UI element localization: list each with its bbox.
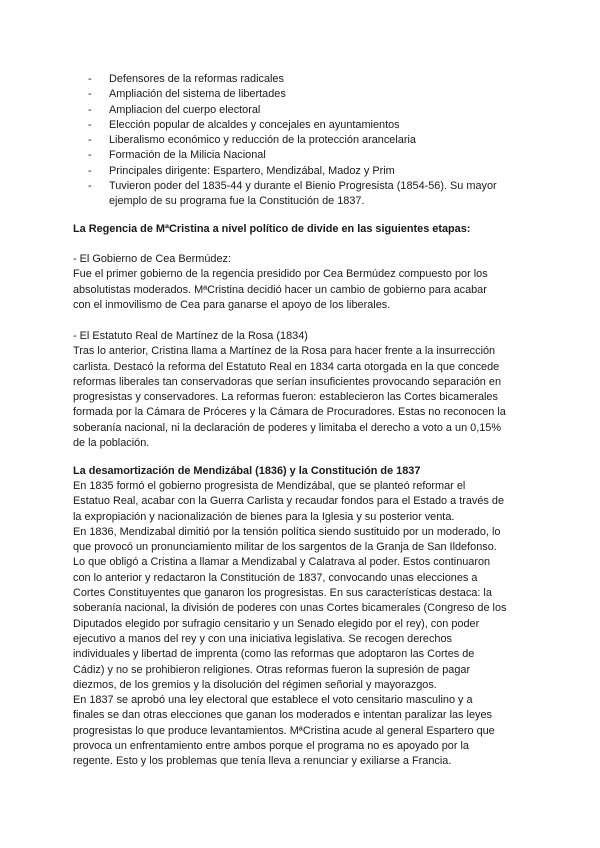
paragraph-line: Lo que obligó a Cristina a llamar a Mendizabal y Calatrava al poder. Estos continuaron: [73, 556, 491, 569]
bullet-dash: -: [88, 103, 92, 116]
paragraph-line: Diputados elegido por sufragio censitario y un Senado elegido por el rey), con poder: [73, 617, 480, 630]
section-heading-regencia: La Regencia de MªCristina a nivel político de divide en las siguientes etapas:: [73, 223, 471, 235]
bullet-item: [88, 72, 528, 87]
section-heading-desamortizacion: La desamortización de Mendizábal (1836) y la Constitución de 1837: [73, 465, 421, 477]
bullet-text: Liberalismo económico y reducción de la protección arancelaria: [109, 134, 416, 147]
paragraph-line: carlista. Destacó la reforma del Estatuto Real en 1834 carta otorgada en la que concede: [73, 360, 500, 373]
bullet-item: [88, 148, 528, 163]
paragraph-desamortizacion: [73, 479, 531, 770]
bullet-dash: -: [88, 164, 92, 177]
paragraph-line: progresistas lo que produce levantamientos. MªCristina acude al general Espartero que: [73, 724, 495, 737]
paragraph-line: absolutistas moderados. MªCristina decidió hacer un cambio de gobierno para acabar: [73, 283, 487, 296]
paragraph-line: diezmos, de los gremios y la disolución del régimen señorial y mayorazgos.: [73, 678, 437, 691]
paragraph-line: con lo anterior y redactaron la Constitución de 1837, convocando unas elecciones a: [73, 571, 478, 584]
bullet-text: Elección popular de alcaldes y concejales en ayuntamientos: [109, 118, 400, 131]
paragraph-line: de la población.: [73, 437, 150, 450]
paragraph-line: provoca un enfrentamiento entre ambos porque el programa no es apoyado por la: [73, 740, 469, 753]
bullet-text: Ampliación del sistema de libertades: [109, 88, 286, 101]
paragraph-cea-bermudez: [73, 252, 531, 313]
paragraph-line: regente. Esto y los problemas que tenía lleva a renunciar y exiliarse a Francia.: [73, 755, 452, 768]
bullet-dash: -: [88, 180, 92, 193]
paragraph-line: progresistas y conservadores. La reformas fueron: establecieron las Cortes bicamerales: [73, 391, 498, 404]
paragraph-line: con el inmovilismo de Cea para ganarse el apoyo de los liberales.: [73, 298, 391, 311]
paragraph-line: que provocó un pronunciamiento militar de los sargentos de la Granja de San Ildefonso.: [73, 541, 497, 554]
bullet-text: Tuvieron poder del 1835-44 y durante el Bienio Progresista (1854-56). Su mayor ejemplo de su programa fue la Constitución de 1837.: [109, 180, 497, 208]
paragraph-line: Tras lo anterior, Cristina llama a Martínez de la Rosa para hacer frente a la insurrección: [73, 345, 496, 358]
bullet-item: [88, 179, 528, 210]
paragraph-line: finales se dan otras elecciones que ganan los moderados e intentan paralizar las leyes: [73, 709, 492, 722]
bullet-item: [88, 103, 528, 118]
paragraph-subtitle: - El Estatuto Real de Martínez de la Rosa (1834): [73, 330, 308, 342]
paragraph-line: la expropiación y nacionalización de bienes para la Iglesia y su posterior venta.: [73, 510, 455, 523]
bullet-item: [88, 87, 528, 102]
paragraph-line: soberanía nacional, la división de poderes con unas Cortes bicamerales (Congreso de los: [73, 602, 507, 615]
paragraph-line: soberanía nacional, ni la declaración de poderes y limitaba el derecho a voto a un 0,15%: [73, 421, 502, 434]
bullet-item: [88, 133, 528, 148]
bullet-text: Formación de la Milicia Nacional: [109, 149, 266, 162]
paragraph-line: En 1836, Mendizabal dimitió por la tensión política siendo sustituido por un moderado, lo: [73, 525, 501, 538]
paragraph-line: Fue el primer gobierno de la regencia presidido por Cea Bermúdez compuesto por los: [73, 268, 488, 281]
paragraph-line: reformas liberales tan conservadoras que serían insuficientes provocando separación en: [73, 375, 502, 388]
bullet-dash: -: [88, 134, 92, 147]
paragraph-line: ejecutivo a manos del rey y con una iniciativa legislativa. Se recogen derechos: [73, 632, 452, 645]
paragraph-subtitle: - El Gobierno de Cea Bermúdez:: [73, 253, 231, 265]
paragraph-line: individuales y libertad de imprenta (como las reformas que adoptaron las Cortes de: [73, 648, 475, 661]
paragraph-line: En 1837 se aprobó una ley electoral que establece el voto censitario masculino y a: [73, 694, 473, 707]
bullet-dash: -: [88, 88, 92, 101]
bullet-item: [88, 118, 528, 133]
paragraph-line: En 1835 formó el gobierno progresista de Mendizábal, que se planteó reformar el: [73, 480, 466, 492]
bullet-text: Principales dirigente: Espartero, Mendizábal, Madoz y Prim: [109, 164, 395, 177]
paragraph-line: Estatuo Real, acabar con la Guerra Carlista y recaudar fondos para el Estado a través de: [73, 495, 505, 508]
bullet-dash: -: [88, 118, 92, 131]
bullet-item: [88, 164, 528, 179]
bullet-dash: -: [88, 73, 92, 85]
bullet-list: [88, 72, 528, 210]
paragraph-line: Cortes Constituyentes que ganaron los progresistas. En sus características destaca: la: [73, 587, 492, 600]
bullet-dash: -: [88, 149, 92, 162]
bullet-text: Defensores de la reformas radicales: [109, 73, 284, 85]
paragraph-estatuto-real: [73, 329, 531, 451]
paragraph-line: Cádiz) y no se prohibieron religiones. Otras reformas fueron la supresión de pagar: [73, 663, 471, 676]
paragraph-line: formada por la Cámara de Próceres y la Cámara de Procuradores. Estas no reconocen la: [73, 406, 506, 419]
bullet-text: Ampliacion del cuerpo electoral: [109, 103, 261, 116]
